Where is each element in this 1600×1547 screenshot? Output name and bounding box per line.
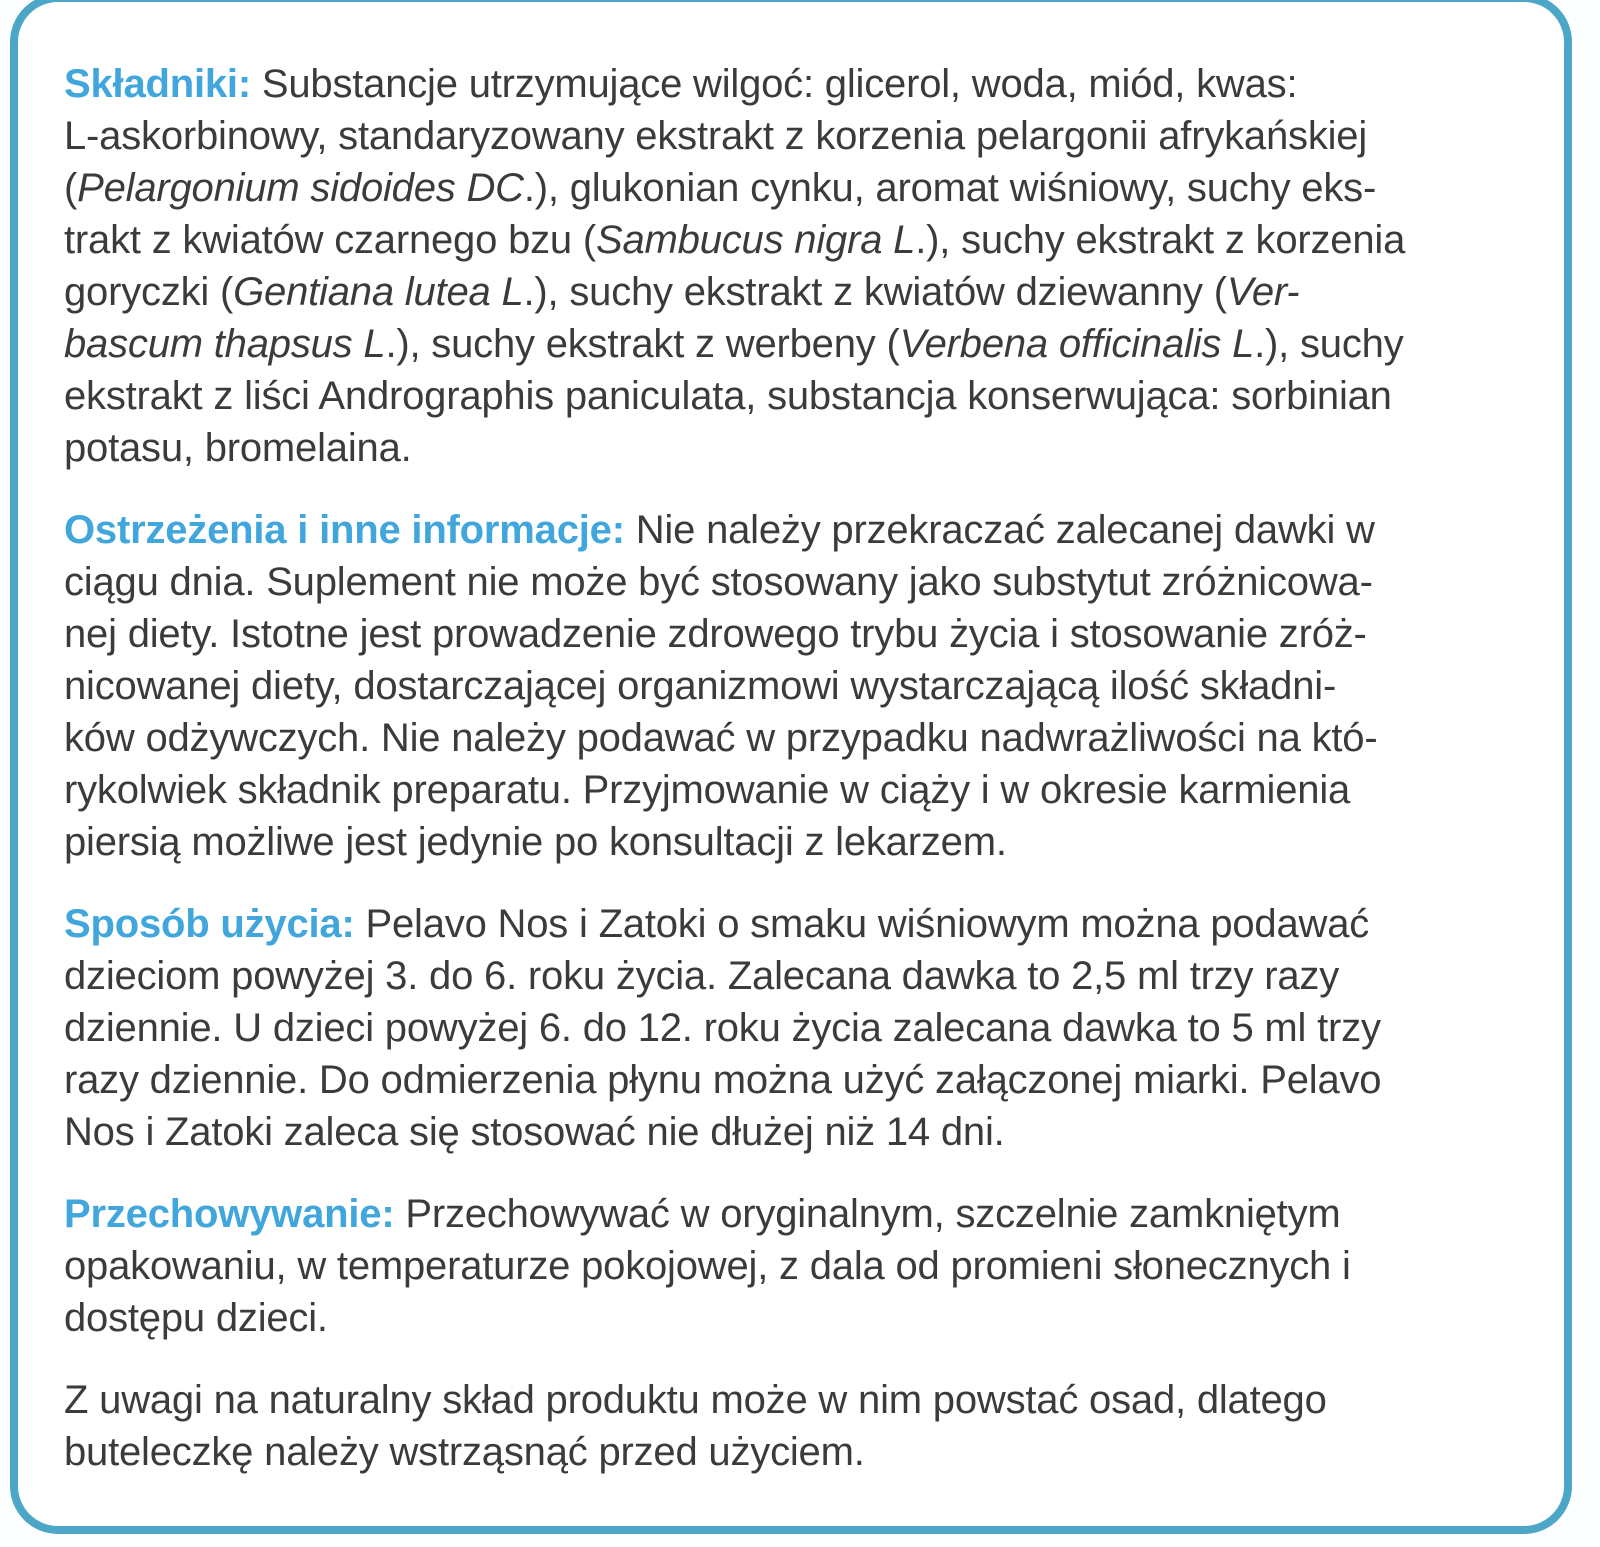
body-text: Nie należy przekraczać zalecanej dawki w	[624, 508, 1375, 552]
body-text: nicowanej diety, dostarczającej organizmowi wystarczającą ilość składni-	[64, 664, 1337, 708]
paragraph	[64, 504, 1526, 868]
body-text: ków odżywczych. Nie należy podawać w przypadku nadwrażliwości na któ-	[64, 716, 1378, 760]
text-line	[64, 898, 1526, 950]
text-line	[64, 1054, 1526, 1106]
latin-name: Pelargonium sidoides DC	[77, 166, 524, 210]
latin-name: Verbena officinalis L	[899, 322, 1255, 366]
text-line	[64, 556, 1526, 608]
text-line	[64, 660, 1526, 712]
text-line	[64, 1002, 1526, 1054]
text-line	[64, 318, 1526, 370]
body-text: .), glukonian cynku, aromat wiśniowy, suchy eks-	[523, 166, 1377, 210]
text-line	[64, 712, 1526, 764]
body-text: ekstrakt z liści Andrographis paniculata, substancja konserwująca: sorbinian	[64, 374, 1392, 418]
text-line	[64, 1188, 1526, 1240]
section-heading: Przechowywanie:	[64, 1192, 395, 1236]
body-text: ciągu dnia. Suplement nie może być stosowany jako substytut zróżnicowa-	[64, 560, 1373, 604]
paragraphs	[64, 58, 1526, 1478]
body-text: piersią możliwe jest jedynie po konsultacji z lekarzem.	[64, 820, 1007, 864]
text-line	[64, 1106, 1526, 1158]
body-text: L-askorbinowy, standaryzowany ekstrakt z korzenia pelargonii afrykańskiej	[64, 114, 1368, 158]
text-line	[64, 950, 1526, 1002]
body-text: razy dziennie. Do odmierzenia płynu można użyć załączonej miarki. Pelavo	[64, 1058, 1382, 1102]
latin-name: Gentiana lutea L	[233, 270, 524, 314]
body-text: opakowaniu, w temperaturze pokojowej, z dala od promieni słonecznych i	[64, 1244, 1351, 1288]
body-text: Substancje utrzymujące wilgoć: glicerol, woda, miód, kwas:	[250, 62, 1298, 106]
paragraph	[64, 1374, 1526, 1478]
body-text: goryczki (	[64, 270, 234, 314]
product-label-card	[10, 0, 1572, 1534]
text-line	[64, 1426, 1526, 1478]
paragraph	[64, 1188, 1526, 1344]
latin-name: Sambucus nigra L	[596, 218, 916, 262]
body-text: dziennie. U dzieci powyżej 6. do 12. roku życia zalecana dawka to 5 ml trzy	[64, 1006, 1381, 1050]
text-line	[64, 608, 1526, 660]
body-text: .), suchy ekstrakt z kwiatów dziewanny (	[523, 270, 1227, 314]
text-line	[64, 266, 1526, 318]
text-line	[64, 764, 1526, 816]
text-line	[64, 162, 1526, 214]
body-text: dostępu dzieci.	[64, 1296, 328, 1340]
latin-name: Ver-	[1226, 270, 1300, 314]
body-text: (	[64, 166, 78, 210]
body-text: buteleczkę należy wstrząsnąć przed użyciem.	[64, 1430, 865, 1474]
text-line	[64, 422, 1526, 474]
body-text: Nos i Zatoki zaleca się stosować nie dłużej niż 14 dni.	[64, 1110, 1005, 1154]
body-text: Pelavo Nos i Zatoki o smaku wiśniowym można podawać	[354, 902, 1370, 946]
body-text: potasu, bromelaina.	[64, 426, 412, 470]
body-text: Z uwagi na naturalny skład produktu może w nim powstać osad, dlatego	[64, 1378, 1327, 1422]
body-text: trakt z kwiatów czarnego bzu (	[64, 218, 596, 262]
section-heading: Sposób użycia:	[64, 902, 355, 946]
text-line	[64, 110, 1526, 162]
body-text: .), suchy	[1254, 322, 1404, 366]
section-heading: Składniki:	[64, 62, 251, 106]
body-text: rykolwiek składnik preparatu. Przyjmowanie w ciąży i w okresie karmienia	[64, 768, 1351, 812]
body-text: .), suchy ekstrakt z korzenia	[915, 218, 1406, 262]
text-line	[64, 1374, 1526, 1426]
text-line	[64, 370, 1526, 422]
text-line	[64, 816, 1526, 868]
paragraph	[64, 58, 1526, 474]
text-line	[64, 1292, 1526, 1344]
paragraph	[64, 898, 1526, 1158]
text-line	[64, 58, 1526, 110]
latin-name: bascum thapsus L	[64, 322, 386, 366]
section-heading: Ostrzeżenia i inne informacje:	[64, 508, 625, 552]
body-text: dzieciom powyżej 3. do 6. roku życia. Zalecana dawka to 2,5 ml trzy razy	[64, 954, 1340, 998]
text-line	[64, 1240, 1526, 1292]
body-text: nej diety. Istotne jest prowadzenie zdrowego trybu życia i stosowanie zróż-	[64, 612, 1367, 656]
body-text: .), suchy ekstrakt z werbeny (	[385, 322, 900, 366]
text-line	[64, 214, 1526, 266]
body-text: Przechowywać w oryginalnym, szczelnie zamkniętym	[394, 1192, 1341, 1236]
text-line	[64, 504, 1526, 556]
